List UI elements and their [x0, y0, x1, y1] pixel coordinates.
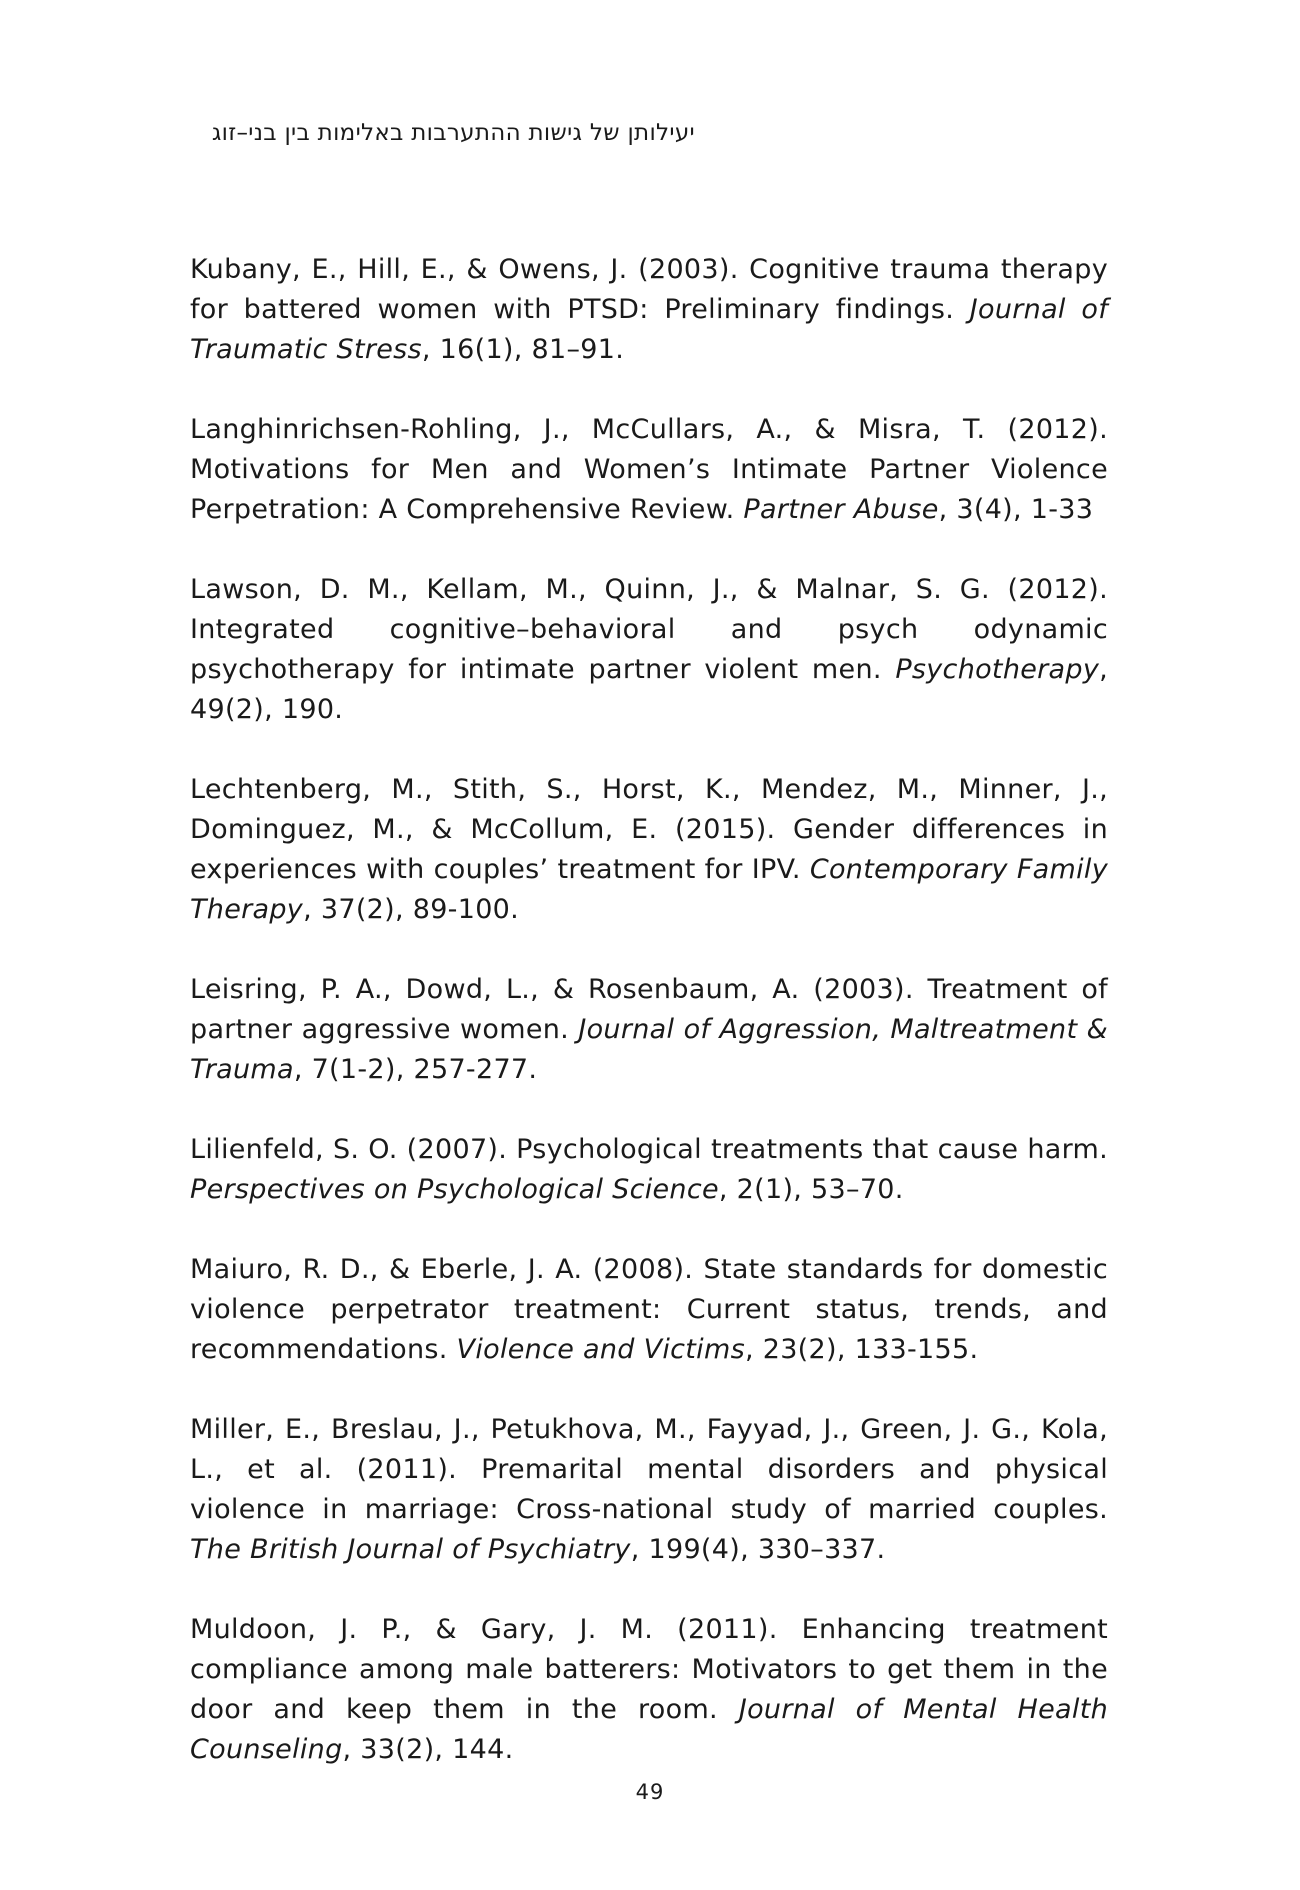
reference-journal: The British Journal of Psychiatry — [190, 1534, 631, 1565]
reference-details: , 199(4), 330–337. — [630, 1534, 886, 1565]
reference-details: , 3(4), 1-33 — [938, 494, 1094, 525]
reference-entry — [190, 1130, 1108, 1210]
reference-entry — [190, 250, 1108, 370]
reference-text: Kubany, E., Hill, E., & Owens, J. (2003). Cognitive trauma therapy for battered women with PTSD: Preliminary findings. — [190, 254, 1108, 325]
reference-journal: Journal of Traumatic Stress — [190, 294, 1108, 365]
reference-details: , 16(1), 81–91. — [421, 334, 625, 365]
reference-text: Leisring, P. A., Dowd, L., & Rosenbaum, A. (2003). Treatment of partner aggressive women. — [190, 974, 1108, 1045]
reference-journal: Perspectives on Psychological Science — [190, 1174, 719, 1205]
reference-entry — [190, 410, 1108, 530]
reference-entry — [190, 1250, 1108, 1370]
reference-text: Miller, E., Breslau, J., Petukhova, M., Fayyad, J., Green, J. G., Kola, L., et al. (2011). Premarital mental disorders and physical violence in marriage: Cross-national study of married couples. — [190, 1414, 1108, 1525]
reference-text: Lechtenberg, M., Stith, S., Horst, K., Mendez, M., Minner, J., Dominguez, M., & McCollum, E. (2015). Gender differences in experiences with couples’ treatment for IPV. — [190, 774, 1108, 885]
reference-journal: Contemporary Family Therapy — [190, 854, 1108, 925]
reference-details: , 33(2), 144. — [342, 1734, 514, 1765]
running-header: יעילותן של גישות ההתערבות באלימות בין בני–זוג — [211, 120, 695, 146]
reference-details: , 37(2), 89-100. — [303, 894, 520, 925]
reference-entry — [190, 770, 1108, 930]
reference-details: , 23(2), 133-155. — [744, 1334, 979, 1365]
reference-text: Lawson, D. M., Kellam, M., Quinn, J., & Malnar, S. G. (2012). Integrated cognitive–behavioral and psych odynamic psychotherapy for intimate partner violent men. — [190, 574, 1108, 685]
reference-list — [190, 250, 1108, 1810]
reference-details: , 2(1), 53–70. — [718, 1174, 904, 1205]
reference-text: Muldoon, J. P., & Gary, J. M. (2011). Enhancing treatment compliance among male batterers: Motivators to get them in the door and keep them in the room. — [190, 1614, 1108, 1725]
page-number: 49 — [635, 1780, 665, 1804]
reference-text: Lilienfeld, S. O. (2007). Psychological treatments that cause harm. — [190, 1134, 1108, 1165]
reference-entry — [190, 1610, 1108, 1770]
reference-details: , 7(1-2), 257-277. — [293, 1054, 538, 1085]
reference-text: Maiuro, R. D., & Eberle, J. A. (2008). State standards for domestic violence perpetrator treatment: Current status, trends, and recommendations. — [190, 1254, 1108, 1365]
reference-entry — [190, 970, 1108, 1090]
reference-journal: Journal of Mental Health Counseling — [190, 1694, 1108, 1765]
reference-entry — [190, 570, 1108, 730]
reference-text: Langhinrichsen-Rohling, J., McCullars, A., & Misra, T. (2012). Motivations for Men and Women’s Intimate Partner Violence Perpetration: A Comprehensive Review. — [190, 414, 1108, 525]
reference-journal: Psychotherapy — [895, 654, 1100, 685]
reference-journal: Violence and Victims — [456, 1334, 745, 1365]
reference-details: , 49(2), 190. — [190, 654, 1108, 725]
reference-journal: Partner Abuse — [743, 494, 939, 525]
reference-journal: Journal of Aggression, Maltreatment & Trauma — [190, 1014, 1108, 1085]
reference-entry — [190, 1410, 1108, 1570]
